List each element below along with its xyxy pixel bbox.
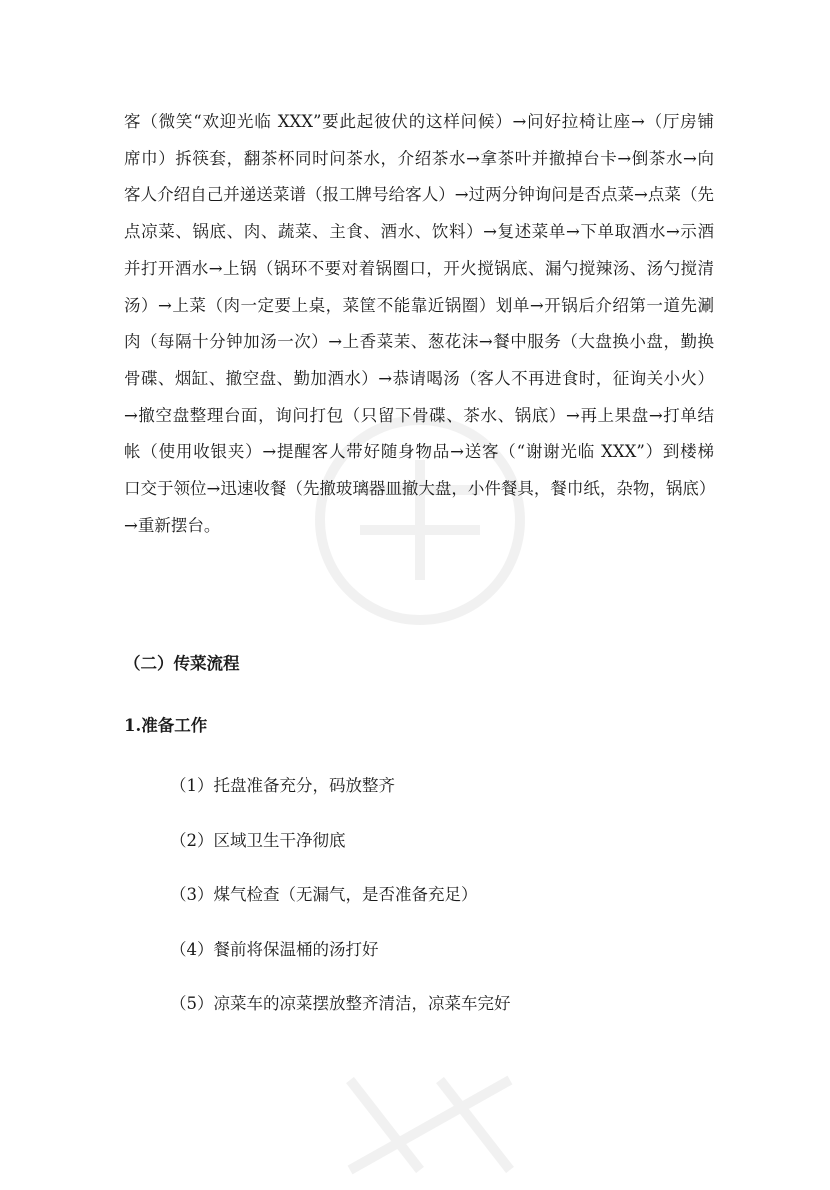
list-item: （1）托盘准备充分，码放整齐	[170, 776, 395, 795]
watermark-bottom-icon	[330, 1060, 530, 1190]
list-item: （3）煤气检查（无漏气，是否准备充足）	[170, 885, 478, 904]
sub-heading: 1.准备工作	[124, 716, 208, 735]
paragraph-line: 帐（使用收银夹）→提醒客人带好随身物品→送客（“谢谢光临 XXX”）到楼梯	[124, 442, 714, 462]
list-item: （4）餐前将保温桶的汤打好	[170, 939, 379, 959]
paragraph-line: 客人介绍自己并递送菜谱（报工牌号给客人）→过两分钟询问是否点菜→点菜（先	[124, 185, 714, 205]
paragraph-line: 汤）→上菜（肉一定要上桌，菜筐不能靠近锅圈）划单→开锅后介绍第一道先涮	[124, 295, 714, 315]
paragraph-line: 并打开酒水→上锅（锅环不要对着锅圈口，开火搅锅底、漏勺搅辣汤、汤勺搅清	[124, 258, 714, 278]
paragraph-line: 客（微笑“欢迎光临 XXX”要此起彼伏的这样问候）→问好拉椅让座→（厅房铺	[124, 112, 714, 131]
list-item: （2）区域卫生干净彻底	[170, 830, 346, 850]
paragraph-line: 肉（每隔十分钟加汤一次）→上香菜茉、葱花沫→餐中服务（大盘换小盘，勤换	[124, 332, 714, 352]
paragraph-line: 口交于领位→迅速收餐（先撤玻璃器皿撤大盘，小件餐具，餐巾纸，杂物，锅底）	[124, 479, 716, 499]
list-item: （5）凉菜车的凉菜摆放整齐清洁，凉菜车完好	[170, 994, 511, 1013]
paragraph-line: 席巾）拆筷套，翻茶杯同时问茶水，介绍茶水→拿茶叶并撤掉台卡→倒茶水→向	[124, 148, 714, 168]
section-heading: （二）传菜流程	[124, 654, 240, 673]
paragraph-line: →重新摆台。	[124, 515, 221, 535]
paragraph-line: 点凉菜、锅底、肉、蔬菜、主食、酒水、饮料）→复述菜单→下单取酒水→示酒	[124, 222, 714, 242]
paragraph-line: →撤空盘整理台面，询问打包（只留下骨碟、茶水、锅底）→再上果盘→打单结	[124, 405, 714, 425]
paragraph-line: 骨碟、烟缸、撤空盘、勤加酒水）→恭请喝汤（客人不再进食时，征询关小火）	[124, 368, 714, 388]
service-flow-paragraph	[124, 104, 714, 544]
preparation-list	[170, 772, 511, 1045]
